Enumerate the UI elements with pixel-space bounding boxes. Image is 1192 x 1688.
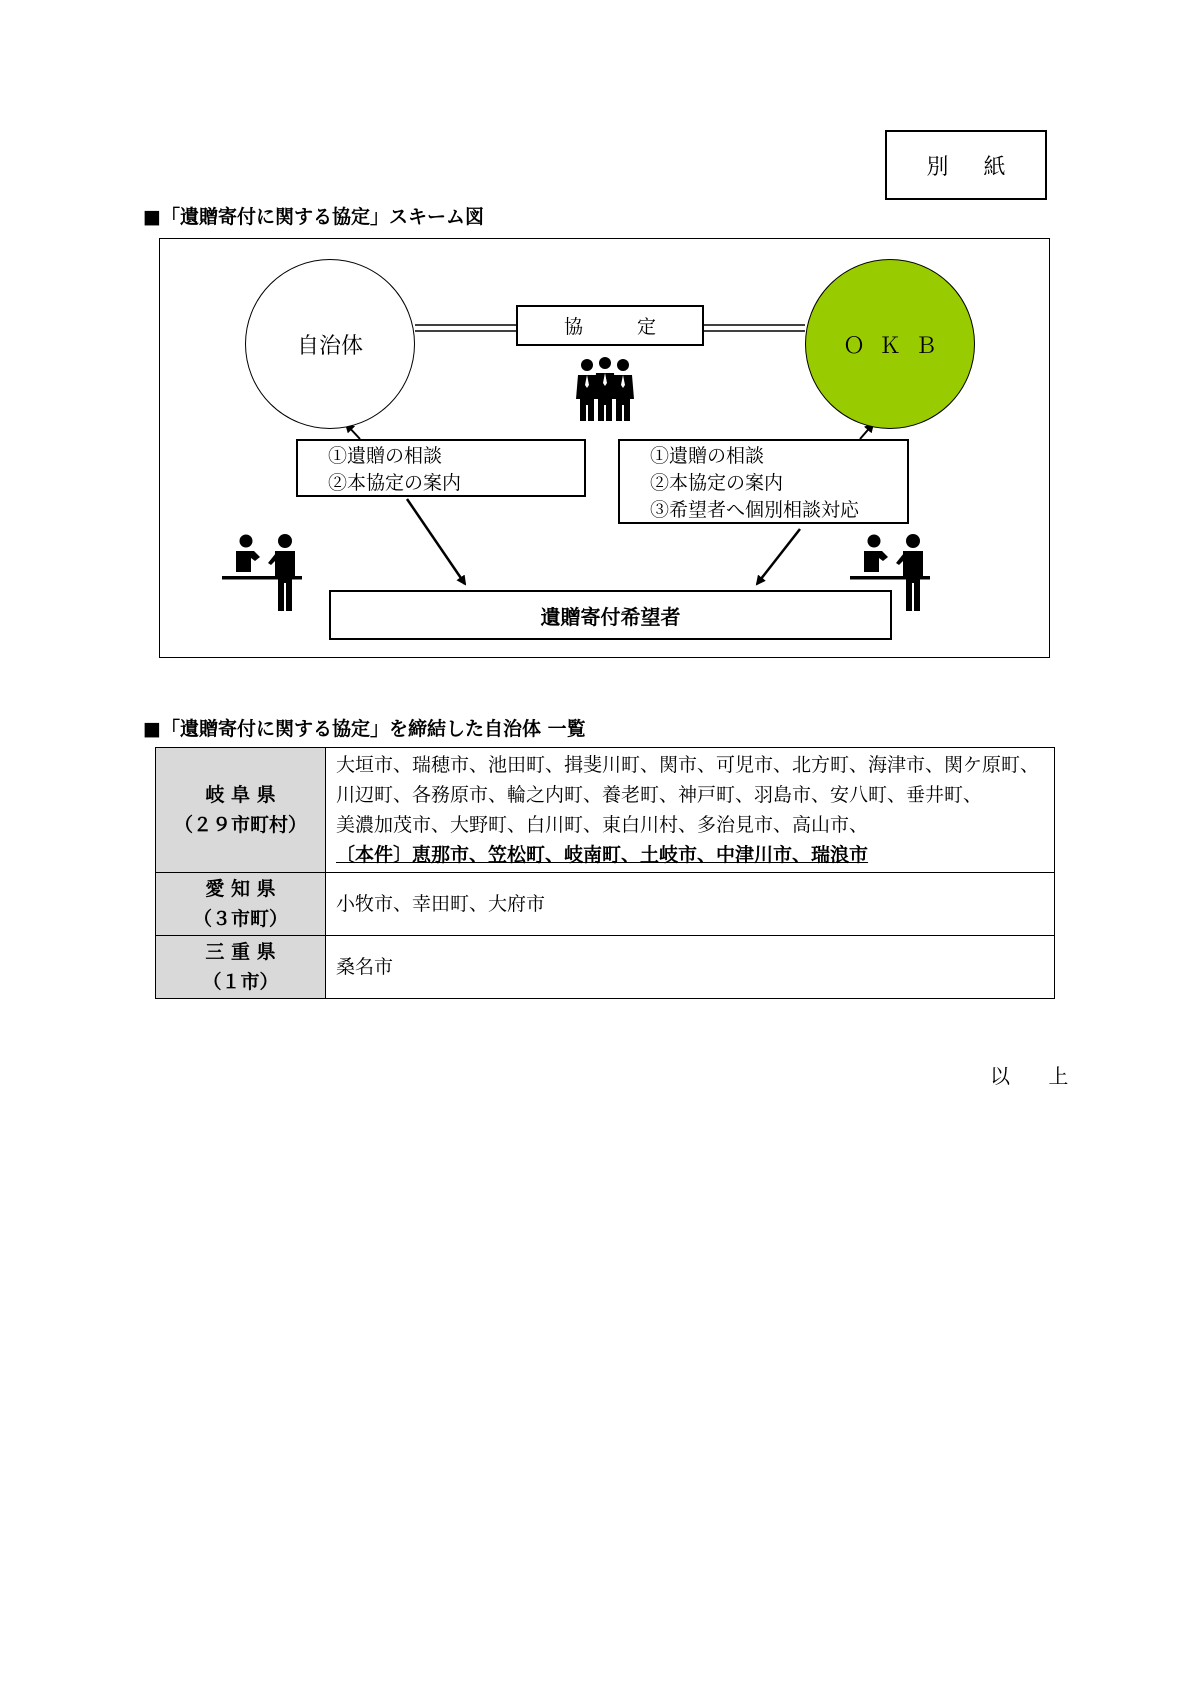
cities-cell (326, 936, 1055, 999)
end-mark: 以 上 (990, 1064, 1085, 1088)
target-label: 遺贈寄付希望者 (540, 604, 681, 629)
bank-label: ＯＫＢ (842, 333, 951, 359)
municipality-circle (245, 259, 415, 429)
cities-line: 小牧市、幸田町、大府市 (336, 893, 546, 915)
prefecture-count: （１市） (202, 971, 279, 993)
table-row (156, 748, 1055, 873)
right-list-item: ③希望者へ個別相談対応 (650, 499, 860, 521)
scheme-diagram (159, 238, 1050, 658)
cities-cell (326, 873, 1055, 936)
cities-line: 川辺町、各務原市、輪之内町、養老町、神戸町、羽島市、安八町、垂井町、 (336, 784, 983, 806)
municipality-label: 自治体 (296, 333, 363, 359)
scheme-title: ■「遺贈寄付に関する協定」スキーム図 (143, 206, 484, 228)
cities-line: 美濃加茂市、大野町、白川町、東白川村、多治見市、高山市、 (336, 814, 869, 836)
agreement-label: 協 定 (563, 316, 681, 338)
cities-line: 大垣市、瑞穂市、池田町、揖斐川町、関市、可児市、北方町、海津市、関ケ原町、 (336, 754, 1040, 776)
prefecture-name: 岐 阜 県 (205, 784, 276, 806)
target-box (329, 590, 892, 640)
business-people-icon (576, 357, 634, 421)
prefecture-name: 愛 知 県 (205, 878, 276, 900)
right-list-item: ①遺贈の相談 (650, 445, 765, 467)
right-consult-box (618, 439, 909, 524)
agreement-box (516, 305, 704, 346)
prefecture-count: （３市町） (192, 908, 288, 930)
prefecture-cell (156, 748, 326, 873)
prefecture-cell (156, 936, 326, 999)
attachment-label: 別 紙 (885, 130, 1047, 200)
bank-circle (805, 259, 975, 429)
left-consult-box (296, 439, 586, 497)
list-title: ■「遺贈寄付に関する協定」を締結した自治体 一覧 (143, 718, 586, 740)
arrow-right-to-target (757, 529, 800, 584)
prefecture-count: （２９市町村） (173, 814, 307, 836)
table-row (156, 936, 1055, 999)
municipality-table (155, 747, 1055, 999)
prefecture-name: 三 重 県 (205, 941, 276, 963)
consultation-desk-icon (222, 534, 302, 611)
cities-line: 桑名市 (336, 956, 394, 978)
prefecture-cell (156, 873, 326, 936)
right-list-item: ②本協定の案内 (650, 472, 784, 494)
arrow-left-to-target (407, 499, 465, 584)
table-row (156, 873, 1055, 936)
cities-cell (326, 748, 1055, 873)
left-list-item: ②本協定の案内 (328, 472, 462, 494)
left-list-item: ①遺贈の相談 (328, 445, 443, 467)
highlighted-cities: 〔本件〕恵那市、笠松町、岐南町、土岐市、中津川市、瑞浪市 (336, 844, 869, 866)
